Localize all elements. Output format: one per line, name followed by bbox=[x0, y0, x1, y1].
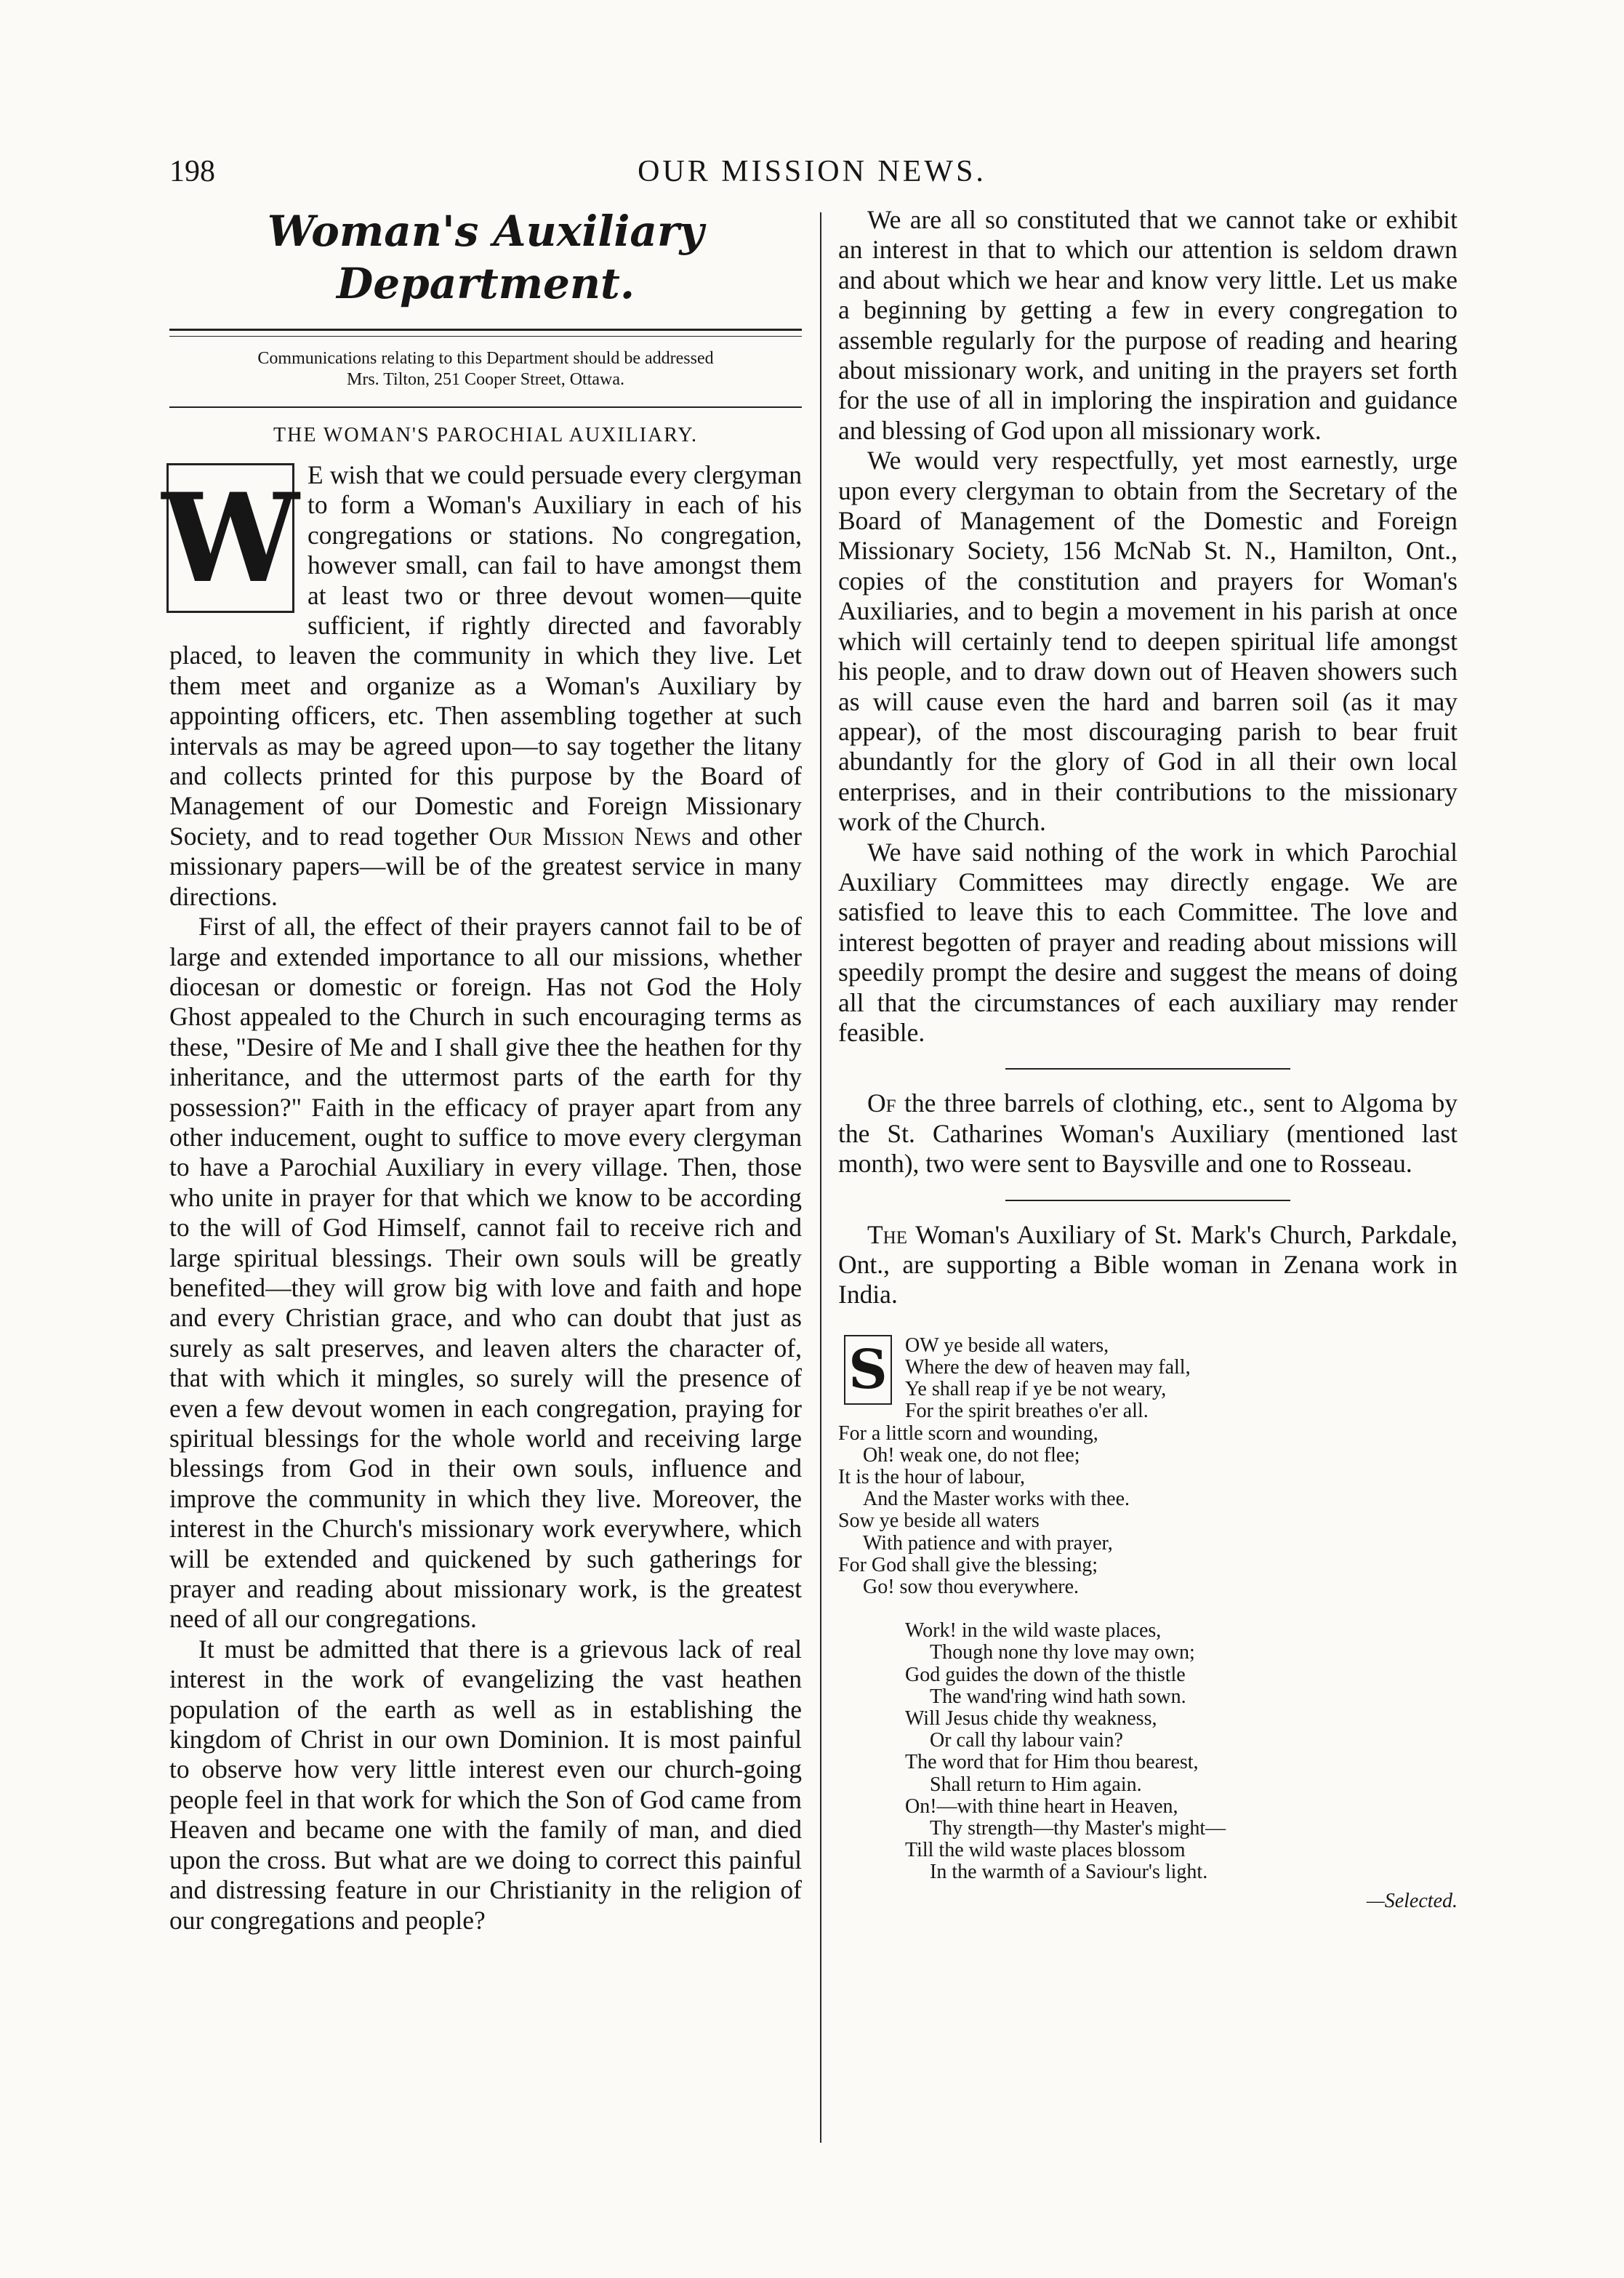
poem-line: Where the dew of heaven may fall, bbox=[905, 1356, 1191, 1379]
poem-drop-cap-letter: S bbox=[848, 1338, 888, 1401]
communications-note-line1: Communications relating to this Department should be addressed bbox=[257, 349, 714, 368]
poem-line: In the warmth of a Saviour's light. bbox=[930, 1861, 1208, 1884]
poem-line: Shall return to Him again. bbox=[930, 1773, 1142, 1796]
note-rule bbox=[169, 406, 802, 408]
paragraph-1-end: and other missionary papers—will be of the greatest service in many directions. bbox=[169, 821, 802, 911]
section-rule bbox=[1005, 1200, 1290, 1201]
article-title: THE WOMAN'S PAROCHIAL AUXILIARY. bbox=[273, 424, 698, 446]
poem-line: With patience and with prayer, bbox=[863, 1531, 1113, 1555]
poem-line: And the Master works with thee. bbox=[863, 1488, 1130, 1511]
drop-cap-letter: W bbox=[161, 466, 300, 610]
poem-line: Go! sow thou everywhere. bbox=[863, 1576, 1080, 1599]
paragraph-4: We are all so constituted that we cannot take or exhibit an interest in that to which our attention is seldom drawn and about which we hear and know very little. Let us make a beginning by getting a few in every congregation to assemble regularly for the purpose of reading and hearing about missionary work, and uniting in the prayers set forth for the use of all in imploring the inspiration and guidance and blessing of God upon all missionary work. bbox=[838, 205, 1458, 445]
paragraph-1 bbox=[161, 460, 802, 912]
drop-cap-frame bbox=[161, 463, 300, 613]
poem-line: Though none thy love may own; bbox=[930, 1641, 1195, 1664]
paragraph-5: We would very respectfully, yet most earnestly, urge upon every clergyman to obtain from the Secretary of the Board of Management of the Domestic and Foreign Missionary Society, 156 McNab St. N., Hamilton, Ont., copies of the constitution and prayers for Woman's Auxiliaries, and to begin a movement in his parish at once which will certainly tend to deepen spiritual life amongst his people, and to draw down out of Heaven showers such as will cause even the hard and barren soil (as it may appear), of the most discouraging parish to bear fruit abundantly for the glory of God in all their own local enterprises, and in their contributions to the missionary work of the Church. bbox=[838, 446, 1458, 837]
poem-line: For the spirit breathes o'er all. bbox=[905, 1400, 1149, 1423]
poem-line: For a little scorn and wounding, bbox=[838, 1421, 1098, 1445]
poem-line: The word that for Him thou bearest, bbox=[905, 1751, 1199, 1774]
note-barrels-text: the three barrels of clothing, etc., sent to Algoma by the St. Catharines Woman's Auxiliary (mentioned last month), two were sent to Baysville and one to Rosseau. bbox=[838, 1088, 1458, 1179]
communications-note bbox=[169, 348, 802, 390]
poem-line: On!—with thine heart in Heaven, bbox=[905, 1794, 1178, 1818]
paragraph-6: We have said nothing of the work in which Parochial Auxiliary Committees may directly engage. We are satisfied to leave this to each Committee. The love and interest begotten of prayer and reading about missions will speedily prompt the desire and suggest the means of doing all that the circumstances of each auxiliary may render feasible. bbox=[838, 837, 1458, 1047]
paragraph-3: It must be admitted that there is a grievous lack of real interest in the work of evangelizing the vast heathen population of the earth as well as in establishing the kingdom of Christ in our own Dominion. It is most painful to observe how very little interest even our church-going people feel in that work for which the Son of God came from Heaven and became one with the family of man, and died upon the cross. But what are we doing to correct this painful and distressing feature in our Christianity in the religion of our congregations and people? bbox=[169, 1634, 802, 1935]
note-barrels-lead: Of bbox=[867, 1088, 896, 1118]
poem-line: Ye shall reap if ye be not weary, bbox=[905, 1378, 1167, 1401]
title-rule bbox=[169, 329, 802, 337]
poem-line: Will Jesus chide thy weakness, bbox=[905, 1707, 1157, 1730]
note-barrels bbox=[838, 1088, 1458, 1179]
right-column bbox=[838, 205, 1458, 1913]
poem-stanza-2 bbox=[838, 1620, 1458, 1883]
poem-line: It is the hour of labour, bbox=[838, 1466, 1026, 1489]
poem-drop-cap-frame bbox=[844, 1335, 892, 1405]
paragraph-2: First of all, the effect of their prayers cannot fail to be of large and extended importance to all our missions, whether diocesan or domestic or foreign. Has not God the Holy Ghost appealed to the Church in such encouraging terms as these, "Desire of Me and I shall give thee the heathen for thy inheritance, and the uttermost parts of the earth for thy possession?" Faith in the efficacy of prayer apart from any other inducement, ought to suffice to move every clergyman to have a Parochial Auxiliary in every village. Then, those who unite in prayer for that which we know to be according to the will of God Himself, cannot fail to receive rich and large spiritual blessings. Their own souls will be greatly benefited—they will grow big with love and faith and hope and every Christian grace, and who can doubt that just as surely as salt preserves, and leaven alters the character of, that with which it mingles, so surely will the presence of even a few devout women in each congregation, praying for spiritual blessings for the whole world and receiving large blessings from God in their own souls, influence and improve the community in which they live. Moreover, the interest in the Church's missionary work everywhere, which will be extended and quickened by such gatherings for prayer and reading about missionary work, is the greatest need of all our congregations. bbox=[169, 912, 802, 1634]
column-divider bbox=[820, 212, 821, 2143]
poem-line: Sow ye beside all waters bbox=[838, 1509, 1040, 1533]
poem-stanza-1 bbox=[838, 1335, 1458, 1598]
poem-line: Work! in the wild waste places, bbox=[905, 1619, 1162, 1643]
note-parkdale-text: Woman's Auxiliary of St. Mark's Church, Parkdale, Ont., are supporting a Bible woman in Zenana work in India. bbox=[838, 1219, 1458, 1310]
poem-attribution: —Selected. bbox=[1366, 1889, 1458, 1912]
communications-note-line2: Mrs. Tilton, 251 Cooper Street, Ottawa. bbox=[347, 370, 624, 389]
department-title: Woman's Auxiliary Department. bbox=[267, 206, 704, 308]
poem-line: Till the wild waste places blossom bbox=[905, 1839, 1186, 1862]
poem-line: Or call thy labour vain? bbox=[930, 1729, 1123, 1752]
poem-line: Thy strength—thy Master's might— bbox=[930, 1817, 1226, 1840]
paragraph-1-text: E wish that we could persuade every clergyman to form a Woman's Auxiliary in each of his congregations or stations. No congregation, however small, can fail to have amongst them at least two or three devout women—quite sufficient, if rightly directed and favorably placed, to leaven the community in which they live. Let them meet and organize as a Woman's Auxiliary by appointing officers, etc. Then assembling together at such intervals as may be agreed upon—to say together the litany and collects printed for this purpose by the Board of Management of our Domestic and Foreign Missionary Society, and to read together bbox=[169, 460, 802, 851]
poem-line: OW ye beside all waters, bbox=[905, 1333, 1109, 1357]
section-rule bbox=[1005, 1068, 1290, 1070]
running-head: OUR MISSION NEWS. bbox=[638, 155, 986, 188]
note-parkdale-lead: The bbox=[867, 1219, 908, 1249]
drop-cap-ornament bbox=[161, 460, 300, 619]
poem-line: For God shall give the blessing; bbox=[838, 1553, 1098, 1576]
poem-line: The wand'ring wind hath sown. bbox=[930, 1685, 1186, 1708]
page-number: 198 bbox=[169, 155, 215, 188]
poem-drop-cap-ornament bbox=[838, 1335, 901, 1413]
stanza-gap bbox=[838, 1598, 1458, 1620]
poem-line: Oh! weak one, do not flee; bbox=[863, 1443, 1080, 1467]
poem bbox=[838, 1335, 1458, 1913]
publication-name: Our Mission News bbox=[489, 821, 691, 851]
note-parkdale bbox=[838, 1220, 1458, 1310]
left-column bbox=[161, 205, 802, 1936]
poem-line: God guides the down of the thistle bbox=[905, 1663, 1186, 1686]
